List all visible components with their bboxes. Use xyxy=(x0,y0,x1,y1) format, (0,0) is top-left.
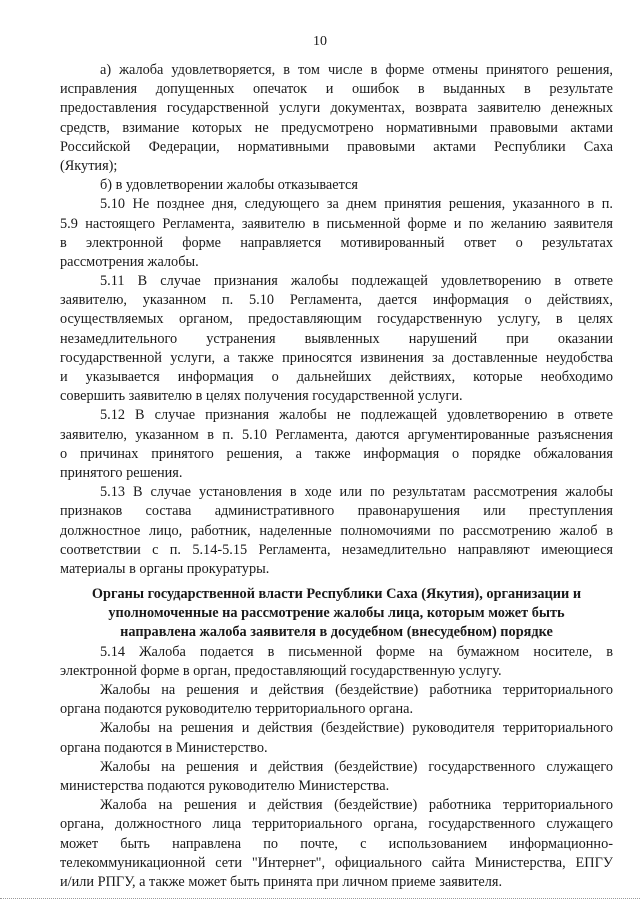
text-line: признаков состава административного правонарушения или преступления xyxy=(60,503,613,520)
text-line: Жалоба на решения и действия (бездействие) работника территориального xyxy=(100,797,613,814)
paragraph xyxy=(60,758,613,796)
text-line: заявителю, указанном в п. 5.10 Регламента, даются аргументированные разъяснения xyxy=(60,426,613,443)
text-line: заявителю, указанном п. 5.10 Регламента, дается информация о действиях, xyxy=(60,292,613,309)
paragraph xyxy=(60,643,613,681)
page-number: 10 xyxy=(313,34,327,49)
text-line: 5.13 В случае установления в ходе или по результатам рассмотрения жалобы xyxy=(100,484,613,501)
text-line: 5.12 В случае признания жалобы не подлежащей удовлетворению в ответе xyxy=(100,407,613,424)
text-line: должностное лицо, работник, наделенные полномочиями по рассмотрению жалоб в xyxy=(60,522,613,539)
text-line: исправления допущенных опечаток и ошибок в выданных в результате xyxy=(60,81,613,98)
text-line: телекоммуникационной сети "Интернет", официального сайта Министерства, ЕПГУ xyxy=(60,854,613,871)
text-line: органа подаются руководителю территориального органа. xyxy=(60,701,414,718)
section-heading xyxy=(60,585,613,643)
text-line: 5.14 Жалоба подается в письменной форме на бумажном носителе, в xyxy=(100,643,613,660)
paragraph xyxy=(60,272,613,406)
text-line: министерства подаются руководителю Министерства. xyxy=(60,777,390,794)
heading-line: Органы государственной власти Республики Саха (Якутия), организации и xyxy=(91,586,582,603)
text-line: незамедлительного устранения выявленных нарушений при оказании xyxy=(60,330,613,347)
text-line: Жалобы на решения и действия (бездействие) государственного служащего xyxy=(100,758,613,775)
paragraph xyxy=(60,176,613,195)
text-line: и/или РПГУ, а также может быть принята при личном приеме заявителя. xyxy=(60,873,503,890)
text-line: б) в удовлетворении жалобы отказывается xyxy=(100,177,358,194)
text-line: 5.10 Не позднее дня, следующего за днем принятия решения, указанного в п. xyxy=(100,196,613,213)
text-line: осуществляемых органом, предоставляющим государственную услугу, в целях xyxy=(60,311,613,328)
paragraph xyxy=(60,61,613,176)
text-line: совершить заявителю в целях получения государственной услуги. xyxy=(60,388,463,405)
text-line: Жалобы на решения и действия (бездействие) руководителя территориального xyxy=(100,720,613,737)
text-line: государственной услуги, а также приносятся извинения за доставленные неудобства xyxy=(60,349,613,366)
text-line: (Якутия); xyxy=(60,157,118,174)
text-line: органа, должностного лица территориального органа, государственного служащего xyxy=(60,816,613,833)
text-line: Российской Федерации, нормативными правовыми актами Республики Саха xyxy=(60,138,613,155)
heading-line: уполномоченные на рассмотрение жалобы лица, которым может быть xyxy=(108,605,565,622)
text-line: электронной форме в орган, предоставляющий государственную услугу. xyxy=(60,662,502,679)
scan-bottom-edge xyxy=(0,898,640,900)
text-line: предоставления государственной услуги документах, возврата заявителю денежных xyxy=(60,100,613,117)
text-line: 5.11 В случае признания жалобы подлежащей удовлетворению в ответе xyxy=(100,273,613,290)
text-line: принятого решения. xyxy=(60,464,183,481)
paragraph xyxy=(60,681,613,719)
text-line: в электронной форме направляется мотивированный ответ о результатах xyxy=(60,234,613,251)
heading-line: направлена жалоба заявителя в досудебном (внесудебном) порядке xyxy=(120,624,553,641)
text-line: соответствии с п. 5.14-5.15 Регламента, незамедлительно направляют имеющиеся xyxy=(60,541,613,558)
paragraph xyxy=(60,406,613,483)
paragraph xyxy=(60,195,613,272)
text-line: и указывается информация о дальнейших действиях, которые необходимо xyxy=(60,369,613,385)
text-line: рассмотрения жалобы. xyxy=(60,253,199,270)
paragraph xyxy=(60,719,613,757)
text-line: Жалобы на решения и действия (бездействие) работника территориального xyxy=(100,682,613,698)
text-line: а) жалоба удовлетворяется, в том числе в форме отмены принятого решения, xyxy=(100,62,613,78)
paragraph xyxy=(60,796,613,892)
text-line: средств, взимание которых не предусмотрено нормативными правовыми актами xyxy=(60,119,613,136)
paragraph xyxy=(60,483,613,579)
text-line: материалы в органы прокуратуры. xyxy=(60,560,270,577)
document-body xyxy=(60,61,613,892)
text-line: о причинах принятого решения, а также информация о порядке обжалования xyxy=(60,445,613,462)
text-line: органа подаются в Министерство. xyxy=(60,739,268,756)
text-line: может быть направлена по почте, с использованием информационно- xyxy=(60,835,613,852)
text-line: 5.9 настоящего Регламента, заявителю в письменной форме и по желанию заявителя xyxy=(60,215,613,232)
